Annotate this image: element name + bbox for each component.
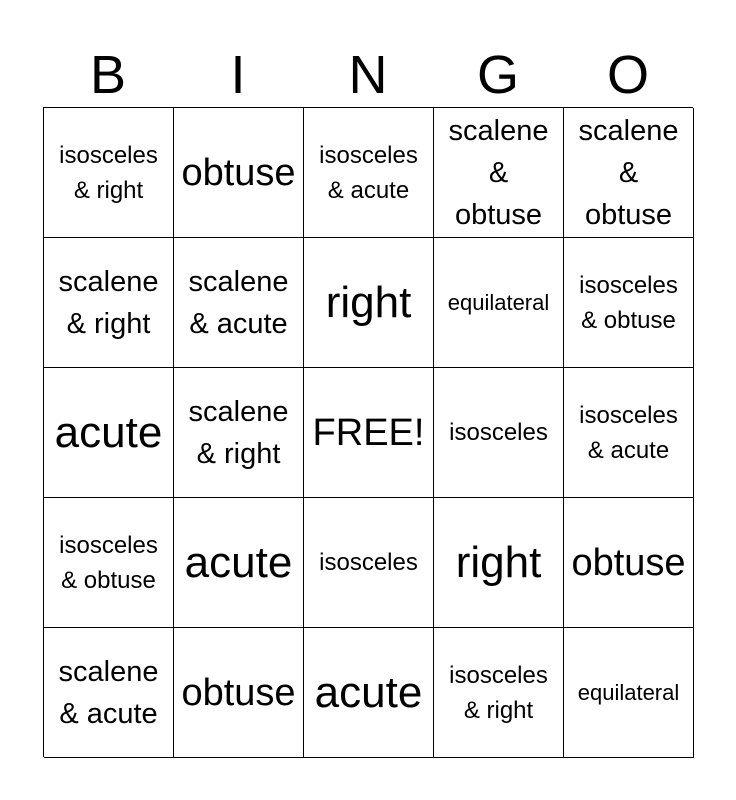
cell-label: scalene & right <box>188 395 289 470</box>
cell-label: equilateral <box>447 289 550 315</box>
free-space-label: FREE! <box>312 411 425 454</box>
bingo-cell[interactable] <box>564 498 694 628</box>
bingo-cell[interactable] <box>434 238 564 368</box>
header-letter-n: N <box>348 45 388 105</box>
cell-label: obtuse <box>571 541 686 584</box>
header-letter-b: B <box>89 45 127 105</box>
bingo-cell[interactable] <box>434 368 564 498</box>
bingo-cell[interactable] <box>44 238 174 368</box>
bingo-cell[interactable] <box>564 238 694 368</box>
cell-label: isosceles & obtuse <box>59 531 158 594</box>
cell-label: scalene & acute <box>188 265 289 340</box>
bingo-cell[interactable] <box>44 108 174 238</box>
bingo-cell[interactable] <box>44 498 174 628</box>
bingo-cell[interactable] <box>174 108 304 238</box>
bingo-cell[interactable] <box>304 498 434 628</box>
header-letter-i: I <box>230 45 246 105</box>
bingo-cell[interactable] <box>564 108 694 238</box>
cell-label: isosceles <box>449 419 548 446</box>
bingo-cell[interactable] <box>564 368 694 498</box>
cell-label: obtuse <box>181 671 296 714</box>
cell-label: isosceles & acute <box>579 401 678 464</box>
bingo-cell[interactable] <box>564 628 694 758</box>
cell-label: isosceles & acute <box>319 141 418 204</box>
bingo-header <box>43 45 693 105</box>
bingo-cell[interactable] <box>434 498 564 628</box>
bingo-cell[interactable] <box>174 238 304 368</box>
cell-label: obtuse <box>181 151 296 194</box>
cell-label: acute <box>54 407 163 457</box>
bingo-cell[interactable] <box>304 108 434 238</box>
header-letter-o: O <box>606 45 649 105</box>
cell-label: scalene & right <box>58 265 159 340</box>
header-letter-g: G <box>476 45 519 105</box>
bingo-cell[interactable] <box>44 628 174 758</box>
cell-label: isosceles & obtuse <box>579 271 678 334</box>
cell-label: scalene & obtuse <box>448 114 549 231</box>
cell-label: right <box>325 277 412 327</box>
cell-label: equilateral <box>577 679 680 705</box>
free-space-cell[interactable] <box>304 368 434 498</box>
bingo-cell[interactable] <box>304 238 434 368</box>
bingo-card-grid <box>43 107 693 757</box>
cell-label: scalene & acute <box>58 655 159 730</box>
bingo-cell[interactable] <box>44 368 174 498</box>
bingo-cell[interactable] <box>174 498 304 628</box>
bingo-cell[interactable] <box>174 368 304 498</box>
cell-label: isosceles <box>319 549 418 576</box>
cell-label: isosceles & right <box>59 141 158 204</box>
cell-label: acute <box>184 537 293 587</box>
bingo-cell[interactable] <box>174 628 304 758</box>
cell-label: scalene & obtuse <box>578 114 679 231</box>
cell-label: right <box>455 537 542 587</box>
bingo-cell[interactable] <box>434 108 564 238</box>
bingo-cell[interactable] <box>304 628 434 758</box>
cell-label: isosceles & right <box>449 661 548 724</box>
bingo-cell[interactable] <box>434 628 564 758</box>
cell-label: acute <box>314 667 423 717</box>
